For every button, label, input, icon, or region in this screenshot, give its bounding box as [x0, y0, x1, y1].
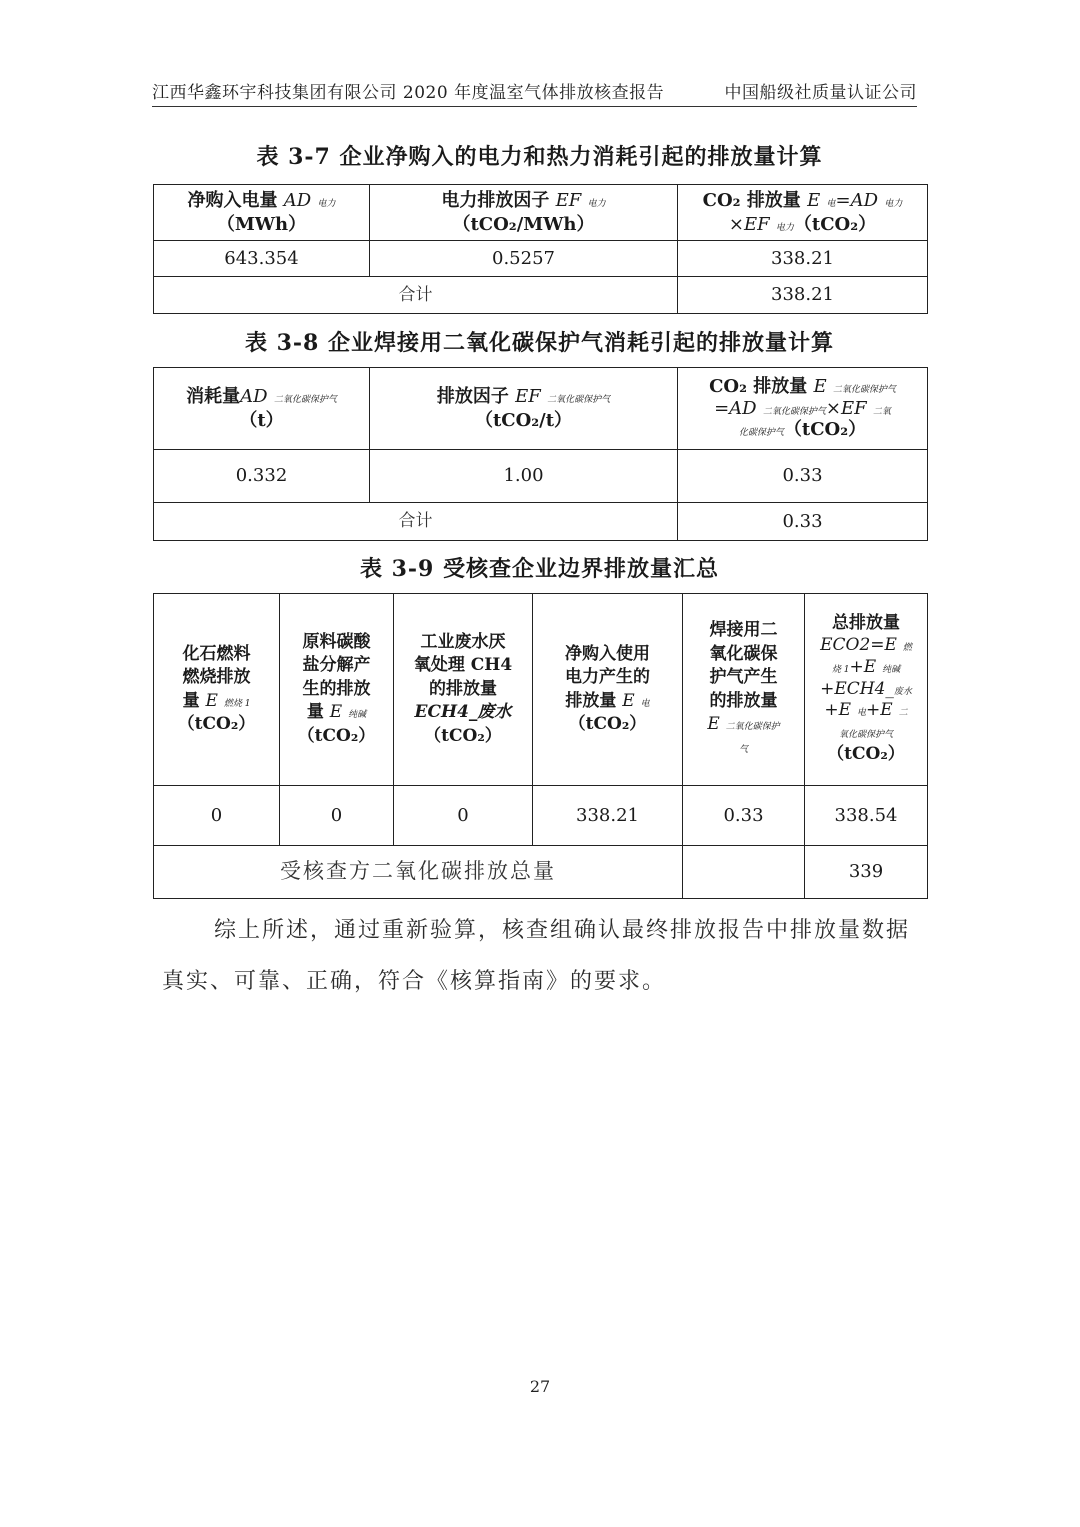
table-row	[154, 241, 928, 277]
sum-value: 0.33	[678, 503, 928, 541]
table-3-9-caption: 表 3-9 受核查企业边界排放量汇总	[359, 556, 720, 582]
header-cell-co2-emission: CO₂ 排放量 E 二氧化碳保护气 =AD 二氧化碳保护气×EF 二氧 化碳保护气（tCO₂）	[678, 368, 928, 450]
header-cell-purchased-power: 净购入电量 AD 电力 （MWh）	[154, 185, 370, 241]
header-rule	[152, 106, 917, 107]
cell-consumption: 0.332	[154, 450, 370, 503]
cell-carbonate: 0	[280, 786, 394, 846]
table-sum-row	[154, 277, 928, 314]
cell-purchased-power: 643.354	[154, 241, 370, 277]
table-3-7-caption: 表 3-7 企业净购入的电力和热力消耗引起的排放量计算	[256, 144, 823, 170]
table-header-row	[154, 185, 928, 241]
total-value: 339	[805, 846, 928, 899]
page-number: 27	[529, 1377, 551, 1396]
cell-co2-emission: 0.33	[678, 450, 928, 503]
cell-purchased-power: 338.21	[533, 786, 683, 846]
table-sum-row	[154, 503, 928, 541]
table-row	[154, 450, 928, 503]
table-row	[154, 786, 928, 846]
cell-wastewater: 0	[394, 786, 533, 846]
table-total-row	[154, 846, 928, 899]
total-label: 受核查方二氧化碳排放总量	[154, 846, 683, 899]
header-cell-consumption: 消耗量AD 二氧化碳保护气 （t）	[154, 368, 370, 450]
cell-co2-emission: 338.21	[678, 241, 928, 277]
header-cell-fossil-fuel: 化石燃料 燃烧排放 量 E 燃烧 1 （tCO₂）	[154, 594, 280, 786]
conclusion-paragraph: 综上所述，通过重新验算，核查组确认最终排放报告中排放量数据真实、可靠、正确，符合《核算指南》的要求。	[162, 918, 911, 994]
sum-label: 合计	[154, 503, 678, 541]
cell-emission-factor: 0.5257	[370, 241, 678, 277]
cell-total-emission: 338.54	[805, 786, 928, 846]
header-company: 中国船级社质量认证公司	[724, 83, 917, 103]
sum-label: 合计	[154, 277, 678, 314]
running-header	[152, 78, 917, 103]
header-cell-wastewater: 工业废水厌 氧处理 CH4 的排放量 ECH4_废水 （tCO₂）	[394, 594, 533, 786]
cell-fossil-fuel: 0	[154, 786, 280, 846]
header-cell-welding-gas: 焊接用二 氧化碳保 护气产生 的排放量 E 二氧化碳保护 气	[683, 594, 805, 786]
header-cell-co2-emission: CO₂ 排放量 E 电=AD 电力 ×EF 电力（tCO₂）	[678, 185, 928, 241]
header-cell-emission-factor: 电力排放因子 EF 电力 （tCO₂/MWh）	[370, 185, 678, 241]
cell-emission-factor: 1.00	[370, 450, 678, 503]
sum-value: 338.21	[678, 277, 928, 314]
header-cell-carbonate: 原料碳酸 盐分解产 生的排放 量 E 纯碱 （tCO₂）	[280, 594, 394, 786]
table-3-8	[153, 367, 928, 541]
table-header-row	[154, 368, 928, 450]
table-header-row	[154, 594, 928, 786]
header-report-title: 江西华鑫环宇科技集团有限公司 2020 年度温室气体排放核查报告	[152, 83, 665, 103]
header-cell-total-emission: 总排放量 ECO2=E 燃 烧 1+E 纯碱 +ECH4_废水 +E 电+E 二 氧化碳保护气 （tCO₂）	[805, 594, 928, 786]
table-3-8-caption: 表 3-8 企业焊接用二氧化碳保护气消耗引起的排放量计算	[244, 330, 835, 356]
header-cell-emission-factor: 排放因子 EF 二氧化碳保护气 （tCO₂/t）	[370, 368, 678, 450]
cell-welding-gas: 0.33	[683, 786, 805, 846]
header-cell-purchased-power: 净购入使用 电力产生的 排放量 E 电 （tCO₂）	[533, 594, 683, 786]
table-3-7	[153, 184, 928, 314]
total-empty-cell	[683, 846, 805, 899]
table-3-9	[153, 593, 928, 899]
